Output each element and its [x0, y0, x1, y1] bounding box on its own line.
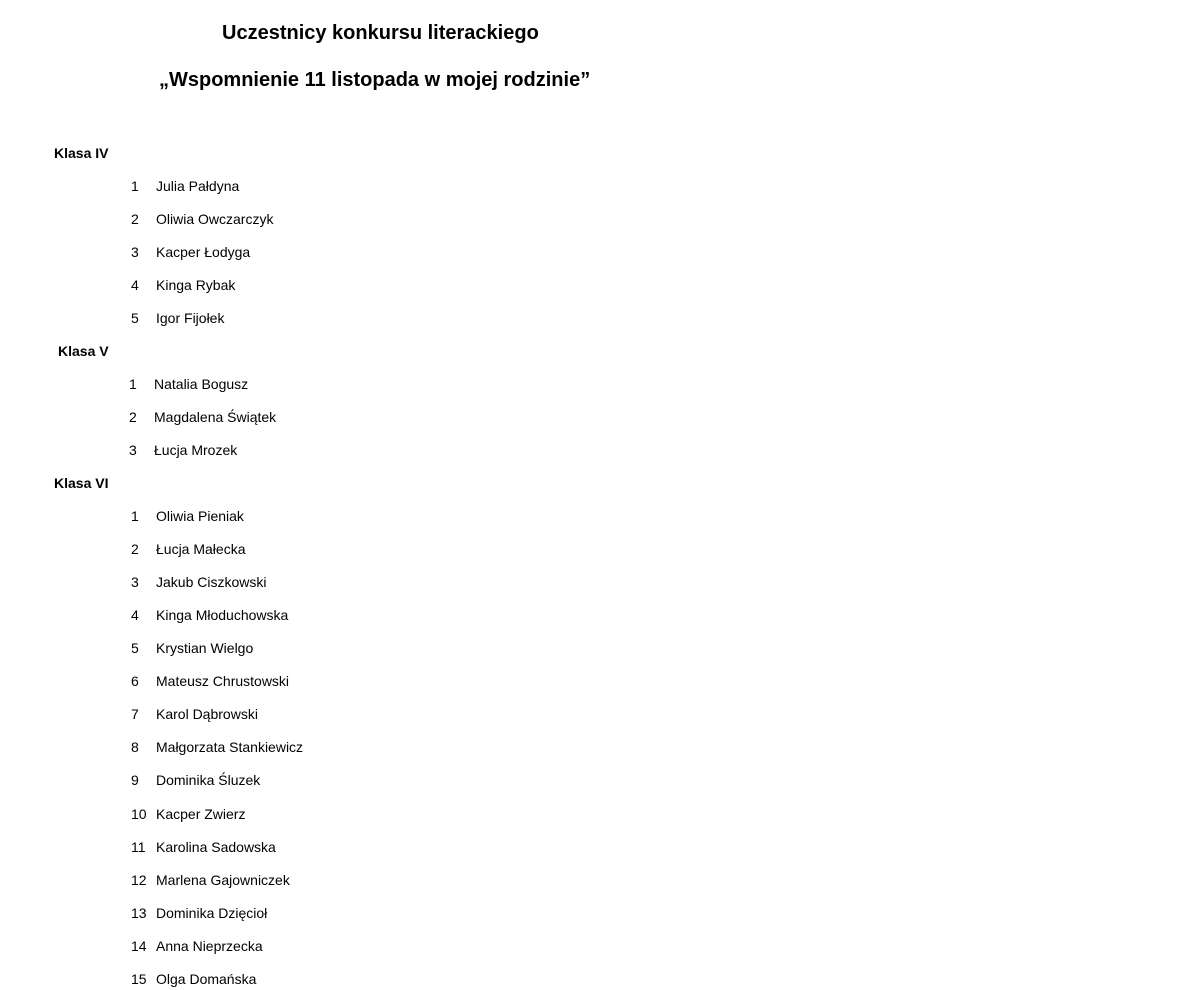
student-name: Krystian Wielgo — [156, 640, 254, 656]
list-item-number: 2 — [131, 541, 139, 557]
student-name: Magdalena Świątek — [154, 409, 277, 425]
list-item-number: 5 — [131, 310, 139, 326]
list-item-number: 4 — [131, 277, 139, 293]
list-item-number: 8 — [131, 739, 139, 755]
class-heading: Klasa IV — [54, 145, 109, 161]
class-heading: Klasa V — [58, 343, 109, 359]
student-name: Jakub Ciszkowski — [156, 574, 267, 590]
student-name: Łucja Mrozek — [154, 442, 238, 458]
student-name: Kinga Młoduchowska — [156, 607, 289, 623]
student-name: Karolina Sadowska — [156, 839, 276, 855]
student-name: Julia Pałdyna — [156, 178, 240, 194]
list-item-number: 10 — [131, 806, 147, 822]
class-heading: Klasa VI — [54, 475, 109, 491]
list-item-number: 1 — [129, 376, 137, 392]
student-name: Olga Domańska — [156, 971, 257, 987]
student-name: Oliwia Pieniak — [156, 508, 244, 524]
student-name: Kacper Łodyga — [156, 244, 251, 260]
student-name: Igor Fijołek — [156, 310, 225, 326]
student-name: Kinga Rybak — [156, 277, 236, 293]
student-name: Dominika Dzięcioł — [156, 905, 268, 921]
list-item-number: 15 — [131, 971, 147, 987]
list-item-number: 1 — [131, 508, 139, 524]
student-name: Natalia Bogusz — [154, 376, 249, 392]
document-title: Uczestnicy konkursu literackiego — [222, 22, 539, 44]
list-item-number: 3 — [131, 574, 139, 590]
list-item-number: 6 — [131, 673, 139, 689]
student-name: Oliwia Owczarczyk — [156, 211, 274, 227]
list-item-number: 1 — [131, 178, 139, 194]
list-item-number: 2 — [129, 409, 137, 425]
student-name: Łucja Małecka — [156, 541, 246, 557]
student-name: Anna Nieprzecka — [156, 938, 263, 954]
list-item-number: 11 — [131, 839, 146, 855]
student-name: Małgorzata Stankiewicz — [156, 739, 304, 755]
list-item-number: 3 — [131, 244, 139, 260]
student-name: Karol Dąbrowski — [156, 706, 258, 722]
list-item-number: 2 — [131, 211, 139, 227]
student-name: Kacper Zwierz — [156, 806, 246, 822]
list-item-number: 9 — [131, 772, 139, 788]
list-item-number: 12 — [131, 872, 147, 888]
student-name: Marlena Gajowniczek — [156, 872, 290, 888]
list-item-number: 14 — [131, 938, 147, 954]
list-item-number: 3 — [129, 442, 137, 458]
student-name: Dominika Śluzek — [156, 772, 261, 788]
student-name: Mateusz Chrustowski — [156, 673, 290, 689]
list-item-number: 13 — [131, 905, 147, 921]
list-item-number: 4 — [131, 607, 139, 623]
contest-name: „Wspomnienie 11 listopada w mojej rodzinie” — [159, 69, 591, 91]
list-item-number: 5 — [131, 640, 139, 656]
list-item-number: 7 — [131, 706, 139, 722]
